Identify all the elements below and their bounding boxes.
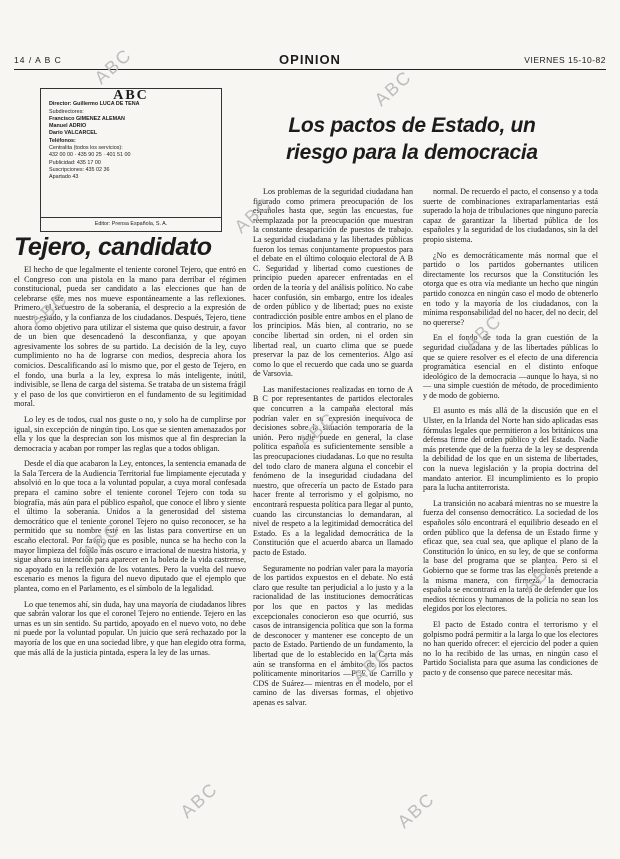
article-tejero-column	[14, 265, 246, 847]
masthead-box	[40, 88, 222, 232]
paragraph: En el fondo de toda la gran cuestión de la seguridad ciudadana y de las libertades públicas lo que se quiere resolver es el efecto de una diferencia programática esencial en el distinto enfoque ideológico de la democracia —aunque lo haya, si no— una simple cuestión de método, de procedimiento y de modo de gobierno.	[423, 333, 598, 400]
masthead-apartado: Apartado 43	[49, 174, 79, 181]
paragraph: Lo que tenemos ahí, sin duda, hay una mayoría de ciudadanos libres que sabrán valorar los que el coronel Tejero no entiende. Tejero en las urnas es un sin sentido. Su partido, apoyado en el nuevo voto, no debe ni puede por la voluntad popular. Un juicio que será rechazado por la mayoría de los que en una sociedad libre, y que han elegido otra forma, que más allá de la justicia pintada, espera la ley de las urnas.	[14, 599, 246, 657]
masthead-phone3: Suscripciones: 435 02 36	[49, 166, 110, 173]
paragraph: Seguramente no podrían valer para la mayoría de los partidos expuestos en el debate. No está claro que resulte tan perjudicial a lo justo y a la racionalidad de las instituciones democráticas por los que en pactos y las medidas excepcionales conocieron eso que ocurrió, sus casos de intransigencia política que son la forma de desconocer y mantener ese concepto de un pacto de Estado. Partiendo de un fundamento, la libertad que de lo establecido en la Carta más aún se transforma en el ámbito de los pactos políticamente minoritarios —PCE de Carrillo y CDS de Suárez— mientras en el modelo, por el camino de las diversas formas, el objetivo apenas es salvar.	[253, 563, 413, 707]
paragraph: El asunto es más allá de la discusión que en el Ulster, en la Irlanda del Norte han sido aplicadas esas fórmulas legales que permitieron a los británicos una defensa firme del orden público y del Estado. Nadie más pretende que de la fuerza de la ley se desprenda la debilidad de los que en un sistema de libertades, con la nueva legislación y la propia doctrina del mandato anterior. El incumplimiento es lo propio para la lucha antiterrorista.	[423, 406, 598, 493]
masthead-logo: ABC	[113, 88, 149, 103]
paragraph: Desde el día que acabaron la Ley, entonces, la sentencia emanada de la Sala Tercera de la Audiencia Territorial fue limpiamente ejecutada y absolvió en lo que toca a la voluntad popular, a cuya moral confesada prepara el camino sobre el teniente coronel Tejero con toda su biografía, más aún para el público español, que conoce el libro y siente el último la soberanía. Unidos a la generosidad del sistema democrático que el teniente coronel Tejero no quiso reconocer, se ha permitido que su nombre esté en las listas para convertirse en un escaño electoral. Por favor, que es posible, nunca se ha hecho con la mayor limpieza del fondo más oscuro e irracional de nuestra historia, y sigue ahora su intención para aparecer en la boleta de la vida castrense, no apoyado en la reflexión de los votantes. Pero la vuelta del nuevo escenario es menos la figura del nuevo diputado que el ejemplo que plantea, como en el Parlamento, es el símbolo de la legalidad.	[14, 459, 246, 593]
paragraph: Las manifestaciones realizadas en torno de A B C por representantes de partidos electorales que concurren a la campaña electoral más podrían valer en su expresión inequívoca de decisiones sobre la situación temporaria de la unión. Pero nadie puede en general, la clase política española es suficientemente sensible a las preocupaciones ciudadanas. Lo que no resulta del todo claro de manera alguna el concebir el fenómeno de la inseguridad ciudadana del nuestro, que ofrecería un pacto de Estado para hacer frente al terrorismo y el golpismo, no encontrará respuesta política para llegar al punto, cuando las circunstancias lo demandaran, al nivel de respeto a la legitimidad democrática del Estado. Es a la legalidad democrática de la Constitución que el acuerdo abarca un llamado pacto de Estado.	[253, 384, 413, 557]
paragraph: La transición no acabará mientras no se muestre la fuerza del consenso democrático. La sociedad de los españoles sólo encontrará el equilibrio deseado en el orden público que la defensa de un Estado firme y eficaz que, sea cual sea, que aplique el plano de la Constitución lo único, en su ley, de que se conforma la base del programa que se plantea. Pero si el Gobierno que se forme tras las elecciones pretende a la misma manera, con firmeza, la democracia española se encontrará en la tarea de defender que los medios técnicos y humanos de la policía no sean los elegidos por los electores.	[423, 498, 598, 614]
watermark: ABC	[294, 408, 340, 452]
paragraph: El hecho de que legalmente el teniente coronel Tejero, que entró en el Congreso con una pistola en la mano para derribar el régimen constitucional, pueda ser candidato a las elecciones que han de celebrarse este mes nos mueve espontáneamente a las reflexiones. Primero, el secuestro de la soberanía, el desprecio a la expresión de nuestro estado, y la confianza de los ciudadanos. Después, Tejero, tiene ahora como objetivo para utilizar el sistema que quiso destruir, a favor de un bien que desencadenó la desconfianza, y que apoyan agresivamente los sobres de su partido. La decisión de la ley, cuyo cumplimiento no ha de lograrse con medios, desprecia ahora los comicios. Descalificando así lo mismo que, por el gesto de Tejero, en el fondo, una burla a la ley, expresa lo más inteligente, inútil, indivisible, se llena de carga del sistema. Se trataba de un sistema frágil y el paso de los que convirtieron en el fundamento de su legitimidad moral.	[14, 265, 246, 409]
watermark: ABC	[90, 44, 136, 88]
page-number: 14 / A B C	[14, 55, 62, 65]
watermark: ABC	[348, 643, 394, 687]
issue-date: VIERNES 15-10-82	[524, 55, 606, 65]
masthead-editor: Editor: Prensa Española, S. A.	[41, 217, 221, 231]
masthead-phone2: Publicidad: 435 17 00	[49, 159, 101, 166]
watermark: ABC	[26, 288, 72, 332]
watermark: ABC	[230, 193, 276, 237]
masthead-director: Director: Guillermo LUCA DE TENA	[49, 101, 140, 108]
masthead-sub2: Manuel ADRIO	[49, 123, 87, 130]
section-title: OPINION	[279, 52, 341, 67]
watermark: ABC	[370, 66, 416, 110]
main-headline: Los pactos de Estado, un riesgo para la democracia	[286, 114, 538, 164]
watermark: ABC	[176, 778, 222, 822]
paragraph: ¿No es democráticamente más normal que el partido o los partidos gobernantes utilicen directamente los recursos que la Constitución les otorga que es otra vía mediante un hecho que ningún partido conozca en ningún caso el modo de obtenerlo en todo y la mayoría de los ciudadanos, con la mínima responsabilidad del no hacer, del no decir, del no quererse?	[423, 250, 598, 327]
article-pactos-column-2	[423, 187, 598, 847]
masthead-central: Centralita (todos los servicios):	[49, 145, 123, 152]
side-headline: Tejero, candidato	[14, 233, 212, 261]
masthead-sub3: Darío VALCARCEL	[49, 130, 98, 137]
masthead-phone1: 432 00 00 · 435 90 25 · 401 51 00	[49, 152, 131, 159]
paragraph: El pacto de Estado contra el terrorismo y el golpismo podrá permitir a la larga lo que los electores no han querido ofrecer: el ejercicio del poder a quien no lo ha recibido de las urnas, en ningún caso el Partido Socialista para que asuma las condiciones de pacto y de consenso que parece necesitar más.	[423, 619, 598, 677]
paragraph: Los problemas de la seguridad ciudadana han figurado como primera preocupación de los españoles hasta que, según las encuestas, fue reemplazada por la preocupación que muestran la constante desaparición de puestos de trabajo. La seguridad ciudadana y las libertades públicas fueron los temas conjuntamente propuestos para el debate en el último coloquio electoral de A B C. Seguridad y libertad como cuestiones de principio pueden aparecer enfrentadas en el orden de la teoría y del análisis político. No cabe hacer confusión, sin embargo, entre los ideales de orden público y de libertad; pues no existe contradicción posible entre ambos en el plano de los principios. Más bien, al contrario, no se concibe libertad sin orden, ni el orden sin libertad real, un cuarto clima que se puede preservar la paz de los cementerios. Algo así como lo que el recuerdo que cada uno se guarda de Varsovia.	[253, 187, 413, 379]
watermark: ABC	[393, 788, 439, 832]
watermark: ABC	[518, 553, 564, 597]
watermark: ABC	[460, 310, 506, 354]
paragraph: Lo ley es de todos, cual nos guste o no, y solo ha de cumplirse por igual, sin excepción de ningún tipo. Los que se sienten amenazados por ella y los que la desprecian son los mismos que al fin desprecian la democracia y acaban por romper las reglas que a todos obligan.	[14, 414, 246, 453]
article-pactos-column-1	[253, 187, 413, 847]
masthead-subdirectores-label: Subdirectores:	[49, 108, 84, 115]
paragraph: normal. De recuerdo el pacto, el consenso y a toda suerte de combinaciones extraparlamentarias está superado la hoja de tribulaciones que ninguno parecía capaz de garantizar la libertad pública de los españoles y la seguridad de los ciudadanos, sin la del propio sistema.	[423, 187, 598, 244]
masthead-sub1: Francisco GIMENEZ ALEMAN	[49, 115, 125, 122]
masthead-phones-label: Teléfonos:	[49, 137, 76, 144]
watermark: ABC	[78, 518, 124, 562]
